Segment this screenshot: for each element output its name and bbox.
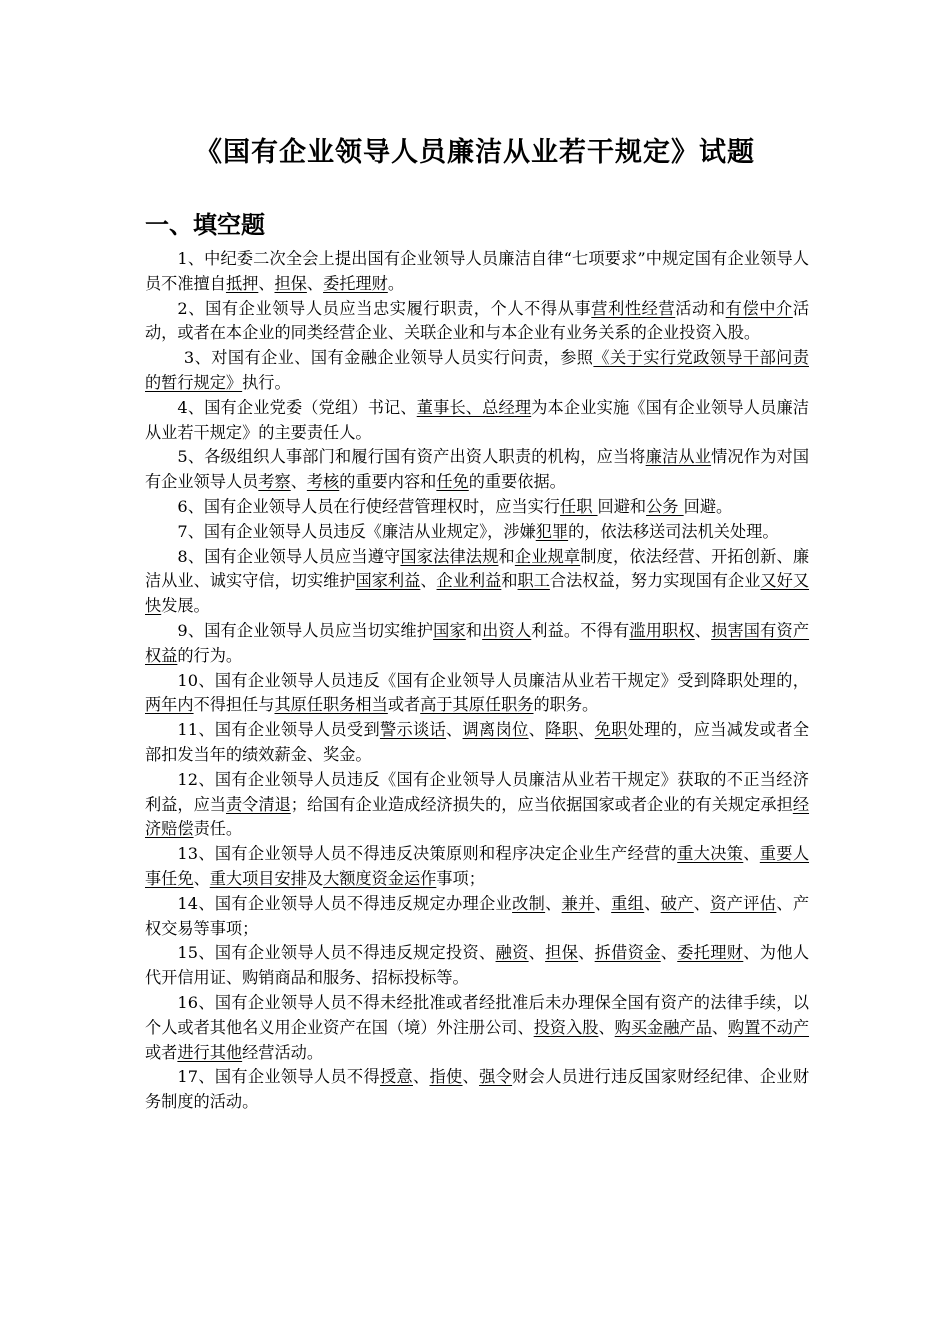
question-text: 。 — [387, 273, 404, 293]
question-text: 、 — [743, 844, 760, 864]
question-text: 10、国有企业领导人员违反《国有企业领导人员廉洁从业若干规定》受到降职处理的， — [177, 670, 809, 690]
answer-blank: 担保 — [545, 943, 579, 963]
question-text: 15、国有企业领导人员不得违反规定投资、 — [177, 943, 496, 963]
question-text: 、产权交易等事项； — [145, 893, 810, 938]
question-text: 和 — [498, 546, 515, 566]
question-text: 回避和 — [597, 496, 647, 516]
question-text: 、 — [598, 1017, 615, 1037]
answer-blank: 重组 — [611, 893, 645, 913]
answer-blank: 两年内 — [145, 695, 194, 715]
question-text: 4、国有企业党委（党组）书记、 — [177, 397, 417, 417]
question-text: 活动和 — [675, 298, 726, 318]
answer-blank: 职工 — [517, 571, 550, 591]
answer-blank: 又好又快 — [145, 571, 810, 616]
answer-blank: 公务 — [646, 496, 684, 516]
answer-blank: 抵押 — [225, 273, 259, 293]
question-item — [145, 346, 809, 396]
answer-blank: 出资人 — [482, 620, 532, 640]
question-item — [145, 892, 809, 942]
answer-blank: 购置不动产 — [728, 1017, 810, 1037]
question-text: 、 — [578, 720, 595, 740]
question-text: 及 — [306, 868, 324, 888]
answer-blank: 资产评估 — [710, 893, 777, 913]
answer-blank: 营利性经营 — [591, 298, 676, 318]
answer-blank: 其原任职务相当 — [274, 695, 388, 715]
answer-blank: 责令清退 — [225, 794, 291, 814]
answer-blank: 委托理财 — [677, 943, 744, 963]
question-text: 13、国有企业领导人员不得违反决策原则和程序决定企业生产经营的 — [177, 844, 678, 864]
question-item — [145, 396, 809, 446]
question-text: 或者 — [145, 1042, 178, 1062]
answer-blank: 降职 — [545, 720, 579, 740]
answer-blank: 免职 — [594, 720, 628, 740]
question-item — [145, 520, 809, 545]
question-text: 1、中纪委二次全会上提出国有企业领导人员廉洁自律“七项要求”中规定国有企业领导人员不准擅自 — [145, 249, 809, 293]
answer-blank: 破产 — [660, 893, 694, 913]
answer-blank: 任免 — [436, 472, 469, 492]
question-text: 、 — [528, 720, 546, 740]
question-text: 的职务。 — [533, 695, 599, 715]
question-text: 、 — [446, 720, 463, 740]
answer-blank: 融资 — [495, 943, 529, 963]
answer-blank: 投资入股 — [533, 1017, 599, 1037]
answer-blank: 购买金融产品 — [614, 1017, 712, 1037]
question-text: 、 — [660, 943, 678, 963]
question-text: 、 — [694, 620, 712, 640]
answer-blank: 企业规章 — [514, 546, 581, 566]
question-text: 14、国有企业领导人员不得违反规定办理企业 — [177, 893, 513, 913]
question-text: 经营活动。 — [242, 1042, 324, 1062]
question-text: 、 — [462, 1067, 480, 1087]
question-text: 16、国有企业领导人员不得未经批准或者经批准后未办理保全国有资产的法律手续，以个人或者其他名义用企业资产在国（境）外注册公司、 — [145, 992, 809, 1037]
question-text: 11、国有企业领导人员受到 — [177, 720, 380, 740]
question-text: 5、各级组织人事部门和履行国有资产出资人职责的机构，应当将 — [177, 447, 646, 467]
question-item — [145, 842, 809, 892]
answer-blank: 董事长、总经理 — [416, 397, 532, 417]
question-text: 、 — [578, 943, 595, 963]
question-item — [145, 991, 809, 1065]
answer-blank: 重大项目安排 — [209, 868, 307, 888]
question-text: 、 — [594, 893, 612, 913]
question-text: 回避。 — [683, 496, 733, 516]
answer-blank: 《关于实行党政领导干部问责的暂行规定》 — [145, 348, 809, 392]
question-text: 不得担任与 — [193, 695, 275, 715]
question-item — [145, 445, 809, 495]
question-text: 、 — [290, 472, 307, 492]
question-item — [145, 247, 809, 297]
question-item — [145, 297, 809, 347]
question-text: 和 — [501, 571, 518, 591]
question-text: 的重要内容和 — [339, 472, 437, 492]
answer-blank: 重要人事任免 — [145, 844, 810, 888]
question-text: 、 — [258, 273, 275, 293]
question-text: 事项； — [436, 868, 485, 888]
answer-blank: 企业利益 — [436, 571, 502, 591]
document-title: 《国有企业领导人员廉洁从业若干规定》试题 — [195, 137, 755, 168]
question-text: 为本企业实施《国有企业领导人员廉洁从业若干规定》的主要责任人。 — [145, 397, 809, 442]
answer-blank: 拆借资金 — [594, 943, 661, 963]
answer-blank: 国家法律法规 — [400, 546, 499, 566]
question-text: 制度，依法经营、开拓创新、廉洁从业、诚实守信，切实维护 — [145, 546, 810, 591]
question-text: 12、国有企业领导人员违反《国有企业领导人员廉洁从业若干规定》获取的不正当经济利益，应当 — [145, 769, 809, 814]
answer-blank: 廉洁从业 — [645, 447, 712, 467]
question-text: 、 — [545, 893, 562, 913]
answer-blank: 犯罪 — [535, 521, 569, 541]
question-text: 的行为。 — [177, 645, 243, 665]
question-text: 8、国有企业领导人员应当遵守 — [177, 546, 401, 566]
question-text: 、 — [420, 571, 437, 591]
question-text: 17、国有企业领导人员不得 — [177, 1067, 380, 1087]
answer-blank: 警示谈话 — [379, 720, 447, 740]
question-text: 、 — [644, 893, 661, 913]
question-text: 3、对国有企业、国有金融企业领导人员实行问责，参照 — [183, 348, 594, 368]
answer-blank: 担保 — [274, 273, 307, 293]
answer-blank: 改制 — [512, 893, 546, 913]
question-list — [145, 247, 809, 1115]
question-item — [145, 941, 809, 991]
question-text: 、 — [306, 273, 324, 293]
answer-blank: 进行其他 — [177, 1042, 243, 1062]
answer-blank: 调离岗位 — [462, 720, 529, 740]
question-text: 、 — [413, 1067, 430, 1087]
answer-blank: 考核 — [306, 472, 340, 492]
answer-blank: 大额度资金运作 — [323, 868, 437, 888]
question-text: 、为他人代开信用证、购销商品和服务、招标投标等。 — [145, 943, 810, 988]
question-text: 合法权益，努力实现国有企业 — [549, 571, 761, 591]
answer-blank: 国家 — [433, 620, 466, 640]
question-item — [145, 495, 809, 520]
answer-blank: 经济赔偿 — [145, 794, 810, 839]
question-text: 、 — [711, 1017, 729, 1037]
question-item — [145, 1065, 809, 1115]
answer-blank: 滥用职权 — [629, 620, 695, 640]
question-text: 处理的，应当减发或者全部扣发当年的绩效薪金、奖金。 — [145, 720, 810, 764]
question-text: 情况作为对国有企业领导人员 — [145, 447, 810, 492]
answer-blank: 重大决策 — [677, 844, 744, 864]
answer-blank: 任职 — [560, 496, 598, 516]
question-text: 的，依法移送司法机关处理。 — [568, 521, 779, 541]
question-item — [145, 545, 809, 619]
question-text: 利益。不得有 — [531, 620, 630, 640]
question-text: 责任。 — [193, 819, 243, 839]
question-text: 的重要依据。 — [468, 472, 566, 492]
question-text: 或者 — [387, 695, 421, 715]
question-item — [145, 669, 809, 719]
answer-blank: 有偿中介 — [725, 298, 793, 318]
answer-blank: 高于其原任职务 — [420, 695, 534, 715]
answer-blank: 损害国有资产权益 — [145, 620, 810, 665]
question-item — [145, 619, 809, 669]
question-text: 财会人员进行违反国家财经纪律、企业财务制度的活动。 — [145, 1067, 810, 1112]
question-text: 活动，或者在本企业的同类经营企业、关联企业和与本企业有业务关系的企业投资入股。 — [145, 298, 810, 343]
question-item — [145, 768, 809, 842]
question-text: 、 — [193, 868, 210, 888]
question-text: 2、国有企业领导人员应当忠实履行职责，个人不得从事 — [177, 298, 592, 318]
answer-blank: 考察 — [258, 472, 291, 492]
answer-blank: 兼并 — [561, 893, 595, 913]
question-text: 9、国有企业领导人员应当切实维护 — [177, 620, 434, 640]
question-text: 7、国有企业领导人员违反《廉洁从业规定》，涉嫌 — [177, 521, 536, 541]
question-text: 和 — [465, 620, 483, 640]
answer-blank: 委托理财 — [323, 273, 388, 293]
answer-blank: 授意 — [379, 1067, 413, 1087]
question-text: ；给国有企业造成经济损失的，应当依据国家或者企业的有关规定承担 — [290, 794, 793, 814]
question-text: 、 — [693, 893, 711, 913]
question-text: 发展。 — [161, 596, 210, 616]
answer-blank: 指使 — [429, 1067, 463, 1087]
question-text: 6、国有企业领导人员在行使经营管理权时，应当实行 — [177, 496, 561, 516]
question-text: 、 — [528, 943, 546, 963]
answer-blank: 国家利益 — [355, 571, 421, 591]
section-heading: 一、填空题 — [145, 211, 265, 239]
question-item — [145, 718, 809, 768]
answer-blank: 强令 — [479, 1067, 513, 1087]
question-text: 执行。 — [242, 372, 291, 392]
